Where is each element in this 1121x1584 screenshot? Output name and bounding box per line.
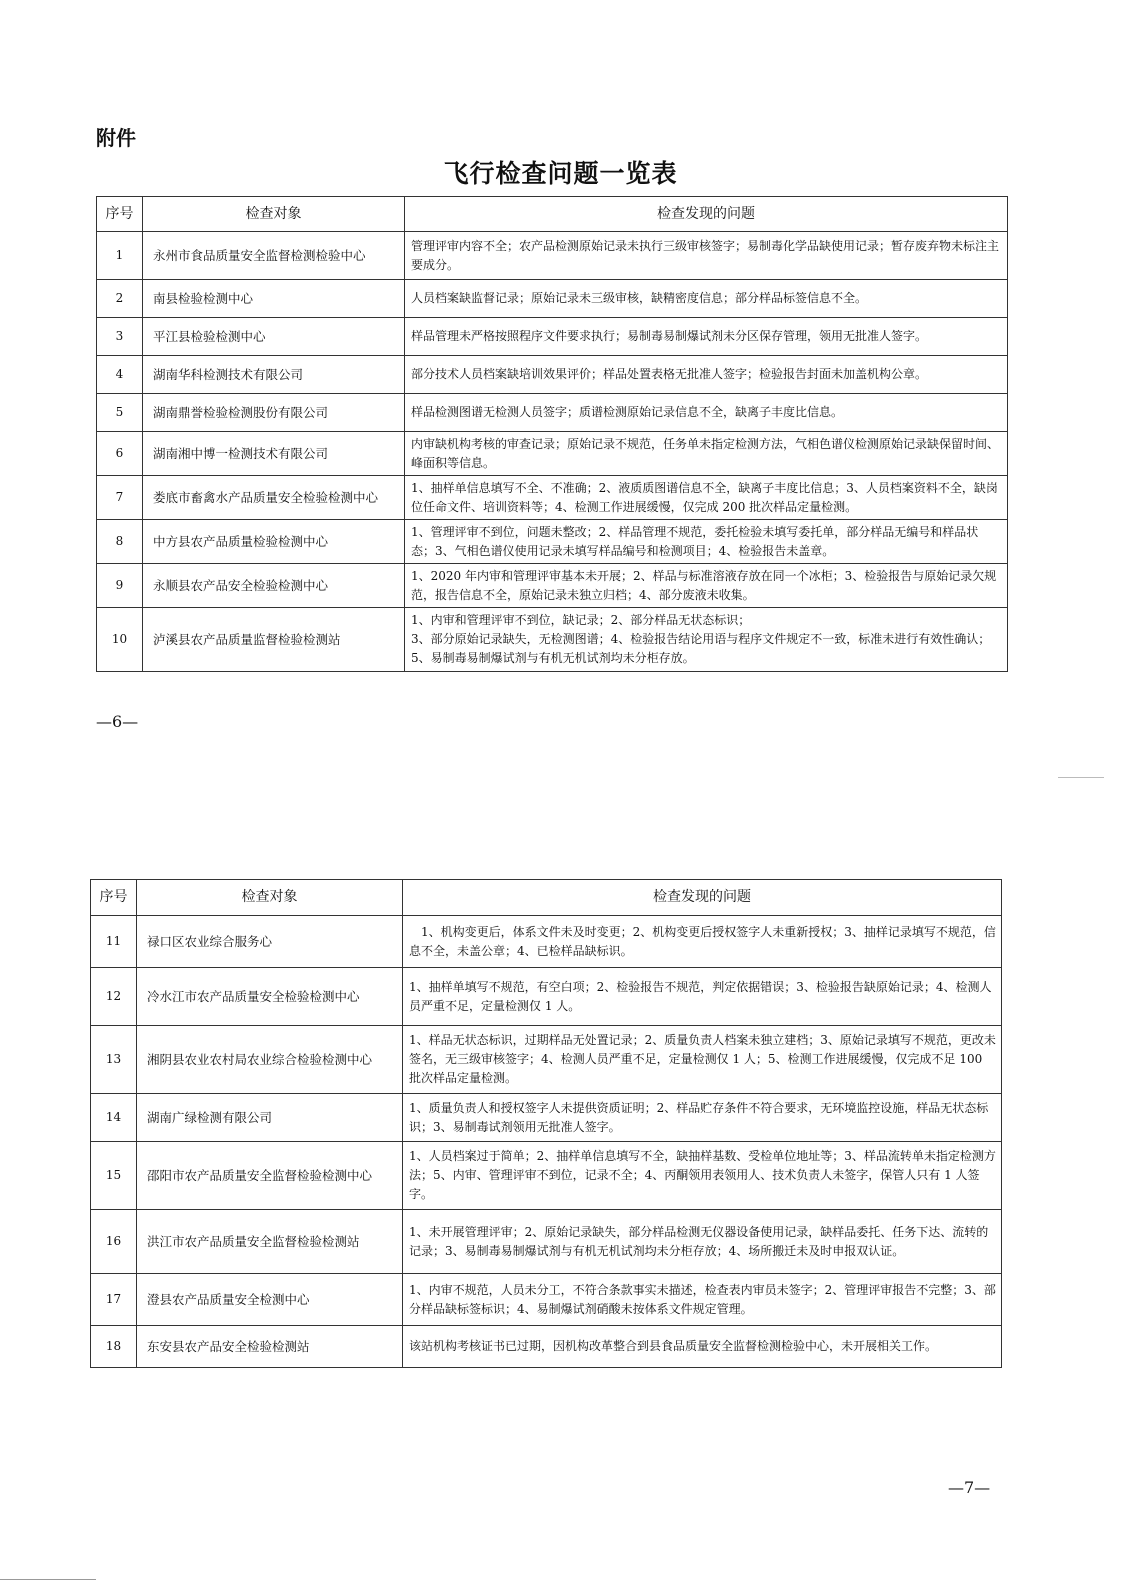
table-row [91,1274,1002,1326]
table-row [97,394,1008,432]
row-issues: 人员档案缺监督记录；原始记录未三级审核，缺精密度信息；部分样品标签信息不全。 [405,280,1008,318]
row-seq: 15 [91,1142,137,1210]
table-row [91,1094,1002,1142]
table-row [91,1210,1002,1274]
row-issues: 1、2020 年内审和管理评审基本未开展；2、样品与标准溶液存放在同一个冰柜；3、检验报告与原始记录欠规范，报告信息不全，原始记录未独立归档；4、部分废液未收集。 [405,564,1008,608]
table-row [97,280,1008,318]
row-seq: 4 [97,356,143,394]
row-object: 泸溪县农产品质量监督检验检测站 [143,608,405,672]
row-object: 湖南华科检测技术有限公司 [143,356,405,394]
row-issues: 1、质量负责人和授权签字人未提供资质证明；2、样品贮存条件不符合要求，无环境监控设施，样品无状态标识；3、易制毒试剂领用无批准人签字。 [403,1094,1002,1142]
row-issues: 该站机构考核证书已过期，因机构改革整合到县食品质量安全监督检测检验中心，未开展相关工作。 [403,1326,1002,1368]
row-object: 娄底市畜禽水产品质量安全检验检测中心 [143,476,405,520]
header-object: 检查对象 [143,197,405,232]
row-issues: 1、机构变更后，体系文件未及时变更；2、机构变更后授权签字人未重新授权；3、抽样记录填写不规范，信息不全，未盖公章；4、已检样品缺标识。 [403,916,1002,968]
table-row [97,564,1008,608]
table-row [97,232,1008,280]
row-object: 禄口区农业综合服务心 [137,916,403,968]
row-object: 东安县农产品安全检验检测站 [137,1326,403,1368]
row-issues: 样品管理未严格按照程序文件要求执行；易制毒易制爆试剂未分区保存管理，领用无批准人签字。 [405,318,1008,356]
row-issues-line: 3、部分原始记录缺失，无检测图谱；4、检验报告结论用语与程序文件规定不一致，标准未进行有效性确认；5、易制毒易制爆试剂与有机无机试剂均未分柜存放。 [411,632,991,665]
row-seq: 18 [91,1326,137,1368]
row-seq: 12 [91,968,137,1026]
table-row [97,520,1008,564]
header-seq: 序号 [91,880,137,916]
row-seq: 17 [91,1274,137,1326]
table-row [91,968,1002,1026]
row-issues: 管理评审内容不全；农产品检测原始记录未执行三级审核签字；易制毒化学品缺使用记录；暂存废弃物未标注主要成分。 [405,232,1008,280]
row-object: 湖南鼎誉检验检测股份有限公司 [143,394,405,432]
row-issues: 1、管理评审不到位，问题未整改；2、样品管理不规范，委托检验未填写委托单，部分样品无编号和样品状态；3、气相色谱仪使用记录未填写样品编号和检测项目；4、检验报告未盖章。 [405,520,1008,564]
row-object: 平江县检验检测中心 [143,318,405,356]
table-row [97,608,1008,672]
row-seq: 7 [97,476,143,520]
row-issues: 1、未开展管理评审；2、原始记录缺失，部分样品检测无仪器设备使用记录，缺样品委托、任务下达、流转的记录；3、易制毒易制爆试剂与有机无机试剂均未分柜存放；4、场所搬迁未及时申报双认证。 [403,1210,1002,1274]
header-seq: 序号 [97,197,143,232]
row-issues: 样品检测图谱无检测人员签字；质谱检测原始记录信息不全，缺离子丰度比信息。 [405,394,1008,432]
row-seq: 8 [97,520,143,564]
attachment-label: 附件 [96,126,136,150]
header-object: 检查对象 [137,880,403,916]
table-row [91,1326,1002,1368]
inspection-table-page-7 [90,879,1002,1368]
header-issues: 检查发现的问题 [405,197,1008,232]
row-issues: 1、抽样单信息填写不全、不准确；2、液质质图谱信息不全，缺离子丰度比信息；3、人员档案资料不全，缺岗位任命文件、培训资料等；4、检测工作进展缓慢，仅完成 200 批次样品定量检测。 [405,476,1008,520]
row-object: 湘阴县农业农村局农业综合检验检测中心 [137,1026,403,1094]
row-seq: 14 [91,1094,137,1142]
row-object: 中方县农产品质量检验检测中心 [143,520,405,564]
page-number-7: —7— [948,1478,991,1497]
page-number-6: —6— [96,712,139,731]
table-header-row [91,880,1002,916]
table-row [97,356,1008,394]
table-row [97,432,1008,476]
row-object: 南县检验检测中心 [143,280,405,318]
inspection-table-page-6 [96,196,1008,672]
row-object: 洪江市农产品质量安全监督检验检测站 [137,1210,403,1274]
row-seq: 10 [97,608,143,672]
row-issues: 内审缺机构考核的审查记录；原始记录不规范，任务单未指定检测方法，气相色谱仪检测原始记录缺保留时间、峰面积等信息。 [405,432,1008,476]
row-object: 湖南湘中博一检测技术有限公司 [143,432,405,476]
table-header-row [97,197,1008,232]
row-seq: 16 [91,1210,137,1274]
table-row [91,1142,1002,1210]
table-row [97,318,1008,356]
header-issues: 检查发现的问题 [403,880,1002,916]
row-object: 邵阳市农产品质量安全监督检验检测中心 [137,1142,403,1210]
row-object: 冷水江市农产品质量安全检验检测中心 [137,968,403,1026]
scan-artifact [1058,777,1104,778]
row-object: 澄县农产品质量安全检测中心 [137,1274,403,1326]
row-object: 湖南广绿检测有限公司 [137,1094,403,1142]
row-issues [405,608,1008,672]
row-object: 永顺县农产品安全检验检测中心 [143,564,405,608]
row-seq: 2 [97,280,143,318]
row-issues: 1、人员档案过于简单；2、抽样单信息填写不全，缺抽样基数、受检单位地址等；3、样品流转单未指定检测方法；5、内审、管理评审不到位，记录不全；4、丙酮领用表领用人、技术负责人未签字，保管人只有 1 人签字。 [403,1142,1002,1210]
row-issues: 部分技术人员档案缺培训效果评价；样品处置表格无批准人签字；检验报告封面未加盖机构公章。 [405,356,1008,394]
row-issues: 1、抽样单填写不规范，有空白项；2、检验报告不规范，判定依据错误；3、检验报告缺原始记录；4、检测人员严重不足，定量检测仅 1 人。 [403,968,1002,1026]
row-issues-line: 1、内审和管理评审不到位，缺记录；2、部分样品无状态标识； [411,613,751,627]
row-issues: 1、内审不规范，人员未分工，不符合条款事实未描述，检查表内审员未签字；2、管理评审报告不完整；3、部分样品缺标签标识；4、易制爆试剂硝酸未按体系文件规定管理。 [403,1274,1002,1326]
row-seq: 11 [91,916,137,968]
row-seq: 9 [97,564,143,608]
row-seq: 6 [97,432,143,476]
row-seq: 5 [97,394,143,432]
row-issues: 1、样品无状态标识，过期样品无处置记录；2、质量负责人档案未独立建档；3、原始记录填写不规范，更改未签名，无三级审核签字；4、检测人员严重不足，定量检测仅 1 人；5、检测工作进展缓慢，仅完成不足 100 批次样品定量检测。 [403,1026,1002,1094]
table-row [91,1026,1002,1094]
scan-artifact [0,1579,96,1580]
row-seq: 13 [91,1026,137,1094]
table-row [91,916,1002,968]
table-row [97,476,1008,520]
page-title: 飞行检查问题一览表 [443,159,678,188]
row-seq: 3 [97,318,143,356]
row-seq: 1 [97,232,143,280]
row-object: 永州市食品质量安全监督检测检验中心 [143,232,405,280]
